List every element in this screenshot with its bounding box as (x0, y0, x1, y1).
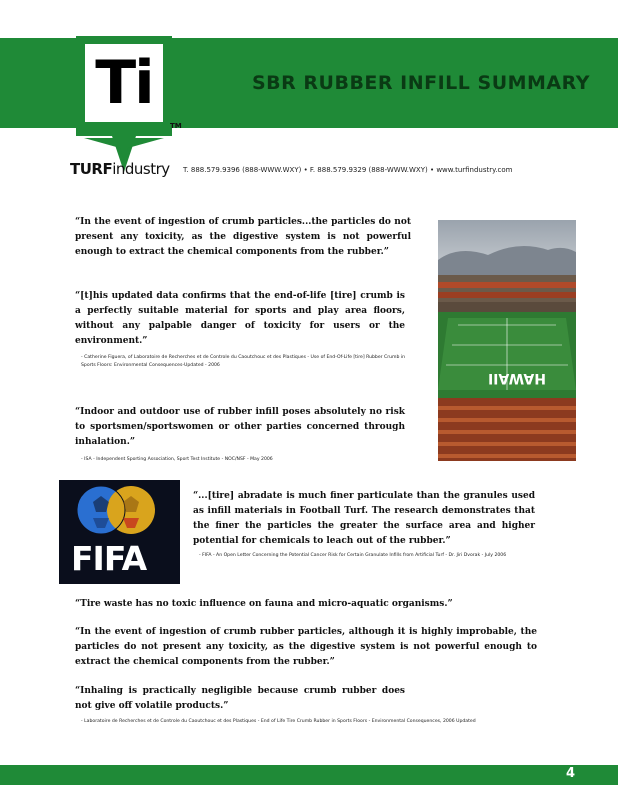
quote-text: “In the event of ingestion of crumb rubber particles, although it is highly improbable, the particles do not present any toxicity, as the digestive system is not powerful enough to extract the chemical components from the rubber.” (75, 627, 537, 667)
stadium-photo (438, 220, 576, 461)
quote-source: - Catherine Figuera, of Laboratoire de Recherches et de Controle du Caoutchouc et des Plastiques - Use of End-Of-Life [tire] Rubber Crumb in Sports Floors: Environmental Consequences-Updated - 2006 (81, 355, 406, 368)
quote-text: “Inhaling is practically negligible because crumb rubber does not give off volatile products.” (75, 686, 405, 711)
quote-block (75, 289, 405, 349)
trademark: TM (170, 122, 182, 130)
quote-source: - FIFA - An Open Letter Concerning the Potential Cancer Risk for Certain Granulate Infills from Artificial Turf - Dr. Jiri Dvorak - July 2006 (199, 553, 507, 558)
quote-text: “[t]his updated data confirms that the end-of-life [tire] crumb is a perfectly suitable material for sports and play area floors, without any palpable danger of toxicity for users or the environment.” (75, 291, 405, 346)
quote-text: “Indoor and outdoor use of rubber infill poses absolutely no risk to sportsmen/sportswomen or other parties concerned through inhalation.” (75, 407, 405, 447)
quote-source: - ISA - Independent Sporting Association, Sport Test Institute - NOC/NSF - May 2006 (81, 457, 273, 462)
brand-prefix: TURF (70, 160, 113, 178)
turf-industry-logo (76, 36, 172, 176)
logo-letters: Ti (85, 44, 163, 122)
page-title: SBR RUBBER INFILL SUMMARY (252, 72, 590, 94)
logo-frame (76, 36, 172, 130)
fifa-logo (59, 480, 180, 584)
stadium-sign: HAWAII (488, 370, 546, 386)
quote-block (75, 625, 537, 670)
fifa-globe-icon (59, 480, 180, 540)
brand-name (70, 160, 170, 178)
page-number: 4 (566, 766, 576, 781)
quote-block (75, 684, 405, 714)
quote-block (75, 215, 411, 260)
footer-bar (0, 765, 618, 785)
quote-source: - Laboratoire de Recherches et de Controle du Caoutchouc et des Plastiques - End of Life Tire Crumb Rubber in Sports Floors - Environmental Consequences, 2006 Updated (81, 719, 476, 724)
quote-text: “...[tire] abradate is much finer particulate than the granules used as infill materials in Football Turf. The research demonstrates that the finer the particles the greater the surface area and higher potential for chemicals to leach out of the rubber.” (193, 491, 535, 546)
contact-line: T. 888.579.9396 (888-WWW.WXY) • F. 888.579.9329 (888-WWW.WXY) • www.turfindustry.com (183, 166, 513, 174)
fifa-wordmark: FIFA (71, 539, 147, 578)
quote-text: “Tire waste has no toxic influence on fauna and micro-aquatic organisms.” (75, 599, 453, 609)
quote-block (75, 405, 405, 450)
brand-suffix: industry (112, 160, 170, 178)
quote-block (193, 489, 535, 549)
quote-text: “In the event of ingestion of crumb particles...the particles do not present any toxicity, as the digestive system is not powerful enough to extract the chemical components from the rubber.” (75, 217, 411, 257)
quote-block (75, 597, 475, 612)
